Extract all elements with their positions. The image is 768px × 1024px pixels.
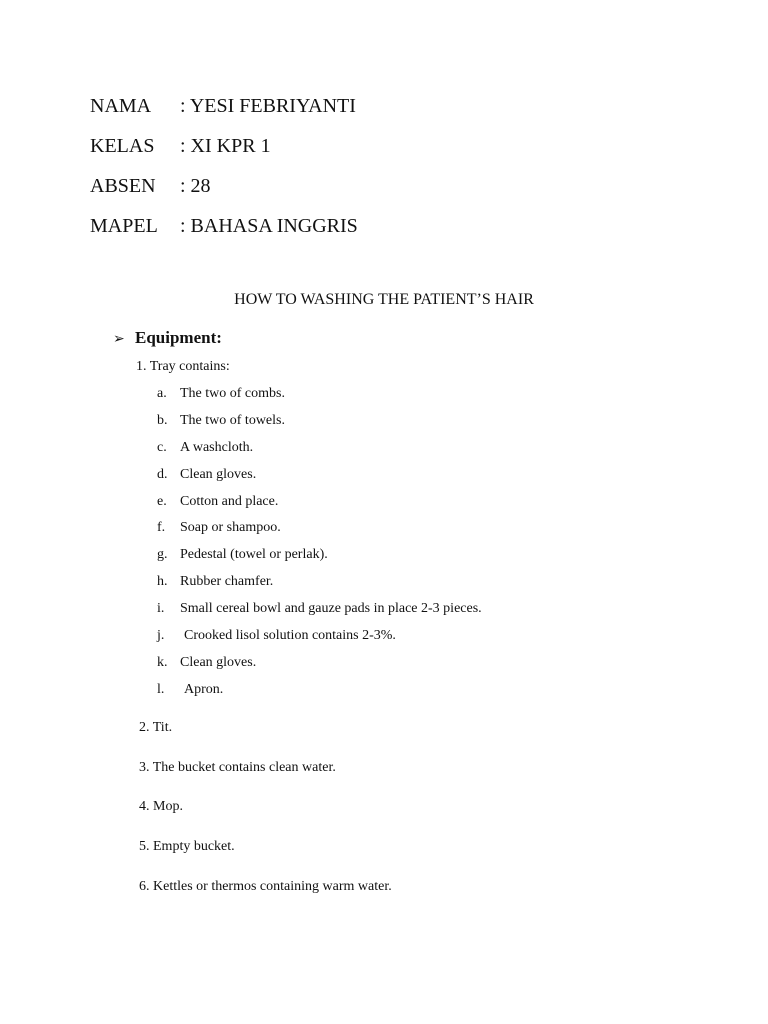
list-text: Clean gloves. bbox=[180, 654, 257, 670]
document-title: HOW TO WASHING THE PATIENT’S HAIR bbox=[234, 291, 534, 308]
list-letter: i. bbox=[157, 601, 165, 617]
header-label: KELAS bbox=[90, 135, 155, 157]
header-label: NAMA bbox=[90, 95, 152, 117]
list-letter: h. bbox=[157, 574, 168, 590]
list-text: A washcloth. bbox=[180, 439, 254, 455]
list-text: Apron. bbox=[184, 681, 224, 697]
header-value: : XI KPR 1 bbox=[180, 135, 271, 157]
list-item: 6. Kettles or thermos containing warm water. bbox=[139, 879, 392, 894]
list-text: Soap or shampoo. bbox=[180, 520, 281, 536]
list-letter: e. bbox=[157, 493, 167, 509]
list-letter: f. bbox=[157, 520, 166, 536]
list-letter: l. bbox=[157, 681, 165, 697]
list-item: 4. Mop. bbox=[139, 799, 183, 814]
list-text: Rubber chamfer. bbox=[180, 574, 274, 590]
list-text: Cotton and place. bbox=[180, 493, 279, 509]
list-item: 3. The bucket contains clean water. bbox=[139, 760, 336, 775]
list-letter: b. bbox=[157, 412, 168, 428]
list-text: The two of combs. bbox=[180, 386, 285, 401]
list-letter: g. bbox=[157, 547, 168, 563]
header-value: : BAHASA INGGRIS bbox=[180, 215, 358, 237]
list-item: 2. Tit. bbox=[139, 720, 173, 735]
equipment-heading bbox=[113, 327, 222, 351]
header-label: ABSEN bbox=[90, 175, 156, 197]
list-item-tray: 1. Tray contains: bbox=[136, 359, 230, 374]
list-text: Crooked lisol solution contains 2-3%. bbox=[184, 628, 396, 644]
header-label: MAPEL bbox=[90, 215, 158, 237]
list-letter: k. bbox=[157, 654, 168, 670]
list-item: 5. Empty bucket. bbox=[139, 839, 235, 854]
arrowhead-bullet-icon: ➢ bbox=[113, 332, 125, 347]
list-letter: d. bbox=[157, 466, 168, 482]
header-value: : YESI FEBRIYANTI bbox=[180, 95, 356, 117]
header-value: : 28 bbox=[180, 175, 211, 197]
list-text: Clean gloves. bbox=[180, 466, 257, 482]
list-letter: j. bbox=[157, 628, 165, 644]
list-letter: a. bbox=[157, 386, 167, 401]
list-text: Pedestal (towel or perlak). bbox=[180, 547, 328, 563]
list-text: Small cereal bowl and gauze pads in place 2-3 pieces. bbox=[180, 601, 482, 617]
list-text: The two of towels. bbox=[180, 412, 285, 428]
section-heading-text: Equipment: bbox=[135, 328, 222, 347]
list-letter: c. bbox=[157, 439, 167, 455]
